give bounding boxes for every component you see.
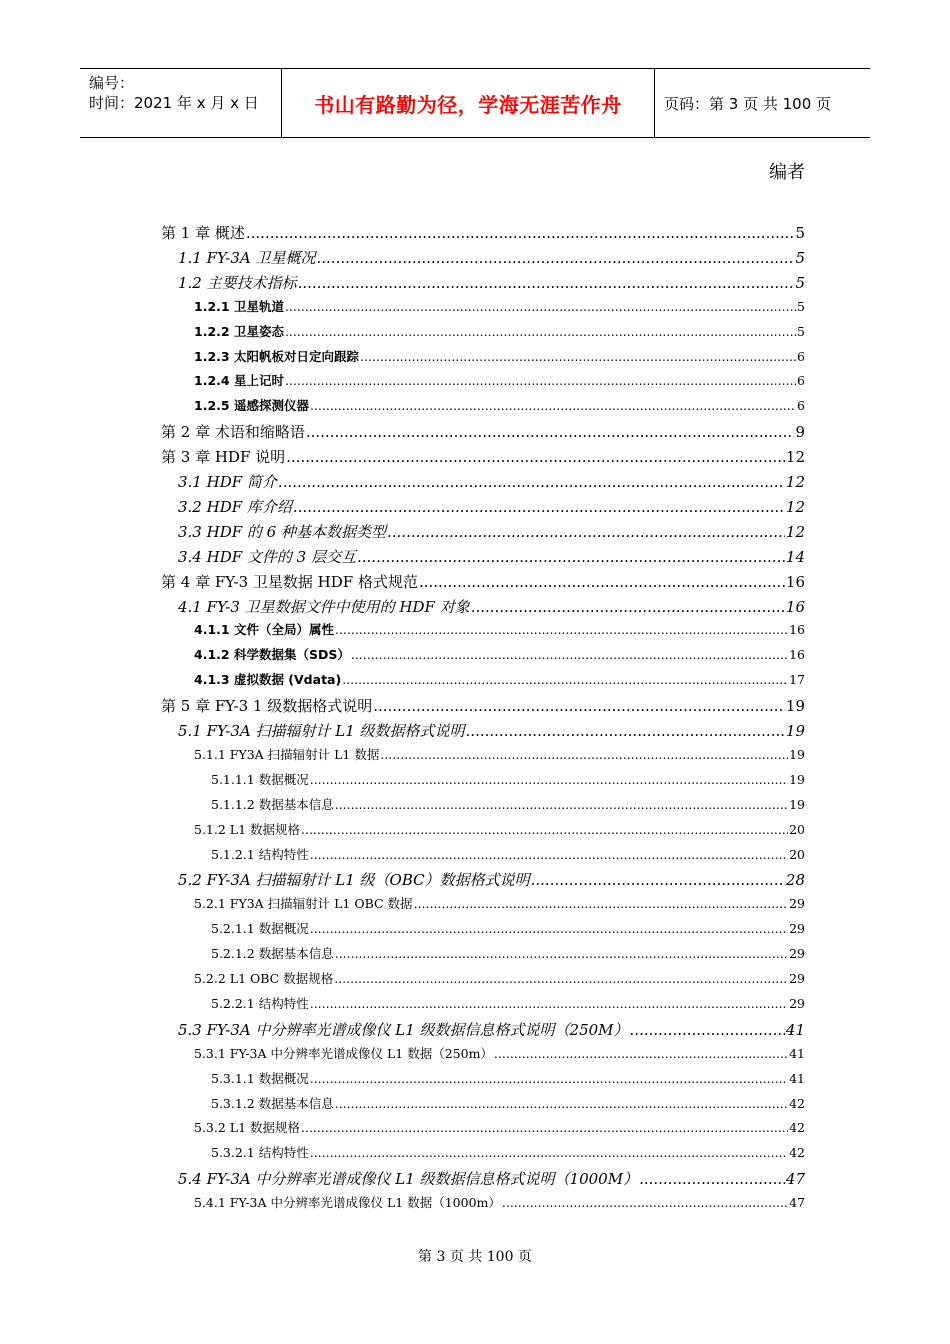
toc-dot-leader (310, 1145, 788, 1160)
toc-dot-leader (317, 249, 795, 267)
toc-entry-page: 41 (789, 1045, 805, 1061)
toc-entry-page: 9 (795, 423, 805, 442)
toc-entry-page: 16 (785, 597, 805, 616)
toc-entry[interactable] (178, 1168, 805, 1189)
toc-entry-title: 5.2 FY-3A 扫描辐射计 L1 级（OBC）数据格式说明 (178, 871, 530, 890)
document-number-label: 编号： (89, 74, 135, 92)
toc-entry[interactable] (194, 645, 805, 663)
toc-entry[interactable] (194, 396, 805, 414)
toc-entry[interactable] (194, 347, 805, 365)
toc-dot-leader (531, 871, 785, 889)
toc-entry-title: 第 5 章 FY-3 1 级数据格式说明 (161, 697, 373, 716)
toc-entry-title: 第 4 章 FY-3 卫星数据 HDF 格式规范 (161, 572, 418, 591)
toc-dot-leader (414, 896, 789, 911)
toc-entry-title: 第 3 章 HDF 说明 (161, 448, 286, 467)
toc-dot-leader (419, 573, 785, 591)
editor-label: 编者 (769, 162, 805, 183)
header-page-code: 页码：第 3 页 共 100 页 (664, 94, 832, 113)
toc-entry-page: 5 (797, 298, 805, 314)
toc-entry[interactable] (194, 969, 805, 987)
toc-entry[interactable] (178, 596, 805, 617)
toc-entry[interactable] (194, 297, 805, 315)
toc-entry-title: 5.3.1.2 数据基本信息 (211, 1095, 334, 1111)
header-motto-cell (281, 69, 655, 137)
toc-entry-title: 1.2.1 卫星轨道 (194, 298, 284, 314)
toc-dot-leader (293, 498, 785, 516)
toc-dot-leader (466, 722, 785, 740)
toc-entry[interactable] (194, 1193, 805, 1211)
toc-entry-page: 29 (789, 896, 805, 912)
toc-entry-page: 19 (789, 796, 805, 812)
toc-entry-page: 12 (785, 497, 805, 516)
toc-entry-page: 14 (785, 547, 805, 566)
toc-entry-title: 5.1.1.2 数据基本信息 (211, 796, 334, 812)
toc-dot-leader (380, 747, 788, 762)
toc-entry-page: 42 (789, 1120, 805, 1136)
toc-entry-title: 4.1.3 虚拟数据 (Vdata) (194, 672, 342, 688)
toc-entry-page: 16 (785, 572, 805, 591)
toc-entry-title: 5.3.2.1 结构特性 (211, 1145, 309, 1161)
toc-entry-page: 19 (789, 771, 805, 787)
toc-entry-title: 5.2.2.1 结构特性 (211, 995, 309, 1011)
toc-entry-page: 16 (789, 647, 805, 663)
toc-dot-leader (335, 1096, 788, 1111)
toc-dot-leader (351, 647, 788, 662)
toc-entry[interactable] (161, 421, 805, 442)
toc-entry[interactable] (161, 446, 805, 467)
toc-entry-page: 20 (789, 846, 805, 862)
toc-dot-leader (334, 971, 788, 986)
toc-entry[interactable] (178, 272, 805, 293)
toc-entry[interactable] (194, 745, 805, 763)
toc-entry-title: 3.2 HDF 库介绍 (178, 497, 292, 516)
toc-entry[interactable] (194, 820, 805, 838)
toc-entry-title: 1.1 FY-3A 卫星概况 (178, 248, 316, 267)
toc-dot-leader (306, 423, 795, 441)
toc-entry[interactable] (211, 845, 805, 863)
toc-dot-leader (639, 1170, 785, 1188)
toc-dot-leader (630, 1021, 785, 1039)
toc-entry[interactable] (211, 919, 805, 937)
toc-dot-leader (246, 224, 795, 242)
toc-entry-title: 1.2 主要技术指标 (178, 273, 297, 292)
toc-entry[interactable] (178, 1019, 805, 1040)
toc-entry-title: 3.1 HDF 简介 (178, 473, 277, 491)
toc-entry-page: 29 (789, 921, 805, 937)
header-page-cell (654, 69, 870, 137)
toc-dot-leader (335, 946, 788, 961)
toc-entry-page: 41 (785, 1020, 805, 1039)
toc-entry-title: 第 2 章 术语和缩略语 (161, 423, 305, 442)
toc-entry-page: 29 (789, 946, 805, 962)
toc-dot-leader (387, 523, 785, 541)
toc-dot-leader (471, 598, 785, 616)
toc-entry-page: 12 (785, 522, 805, 541)
toc-dot-leader (298, 274, 795, 292)
toc-dot-leader (278, 473, 785, 491)
toc-entry-title: 5.1.1 FY3A 扫描辐射计 L1 数据 (194, 746, 380, 762)
toc-entry[interactable] (211, 944, 805, 962)
toc-entry-page: 6 (797, 398, 805, 414)
toc-entry-page: 29 (789, 995, 805, 1011)
toc-entry-title: 3.4 HDF 文件的 3 层交互 (178, 547, 356, 566)
toc-entry[interactable] (178, 247, 805, 268)
toc-entry-title: 1.2.5 遥感探测仪器 (194, 398, 309, 414)
toc-entry[interactable] (194, 1044, 805, 1062)
toc-entry-title: 5.1 FY-3A 扫描辐射计 L1 级数据格式说明 (178, 722, 465, 740)
toc-entry-title: 5.2.1.2 数据基本信息 (211, 946, 334, 962)
toc-dot-leader (285, 324, 796, 339)
toc-dot-leader (286, 448, 785, 466)
toc-entry-title: 4.1.2 科学数据集（SDS） (194, 647, 350, 663)
toc-entry[interactable] (178, 496, 805, 517)
toc-entry-page: 47 (789, 1195, 805, 1211)
toc-entry-page: 19 (789, 746, 805, 762)
toc-entry-title: 5.3.2 L1 数据规格 (194, 1120, 301, 1136)
toc-entry-title: 5.3.1 FY-3A 中分辨率光谱成像仪 L1 数据（250m） (194, 1045, 493, 1061)
toc-entry-page: 17 (789, 672, 805, 688)
toc-entry[interactable] (194, 620, 805, 638)
toc-entry-page: 5 (797, 323, 805, 339)
toc-entry-page: 6 (797, 373, 805, 389)
toc-entry-page: 19 (785, 697, 805, 716)
toc-entry[interactable] (178, 471, 805, 492)
toc-dot-leader (342, 672, 788, 687)
toc-dot-leader (310, 921, 788, 936)
toc-dot-leader (301, 822, 788, 837)
toc-dot-leader (360, 349, 796, 364)
toc-entry[interactable] (178, 869, 805, 890)
toc-dot-leader (310, 772, 788, 787)
toc-dot-leader (310, 996, 788, 1011)
toc-entry-title: 5.1.1.1 数据概况 (211, 771, 309, 787)
toc-entry-title: 3.3 HDF 的 6 种基本数据类型 (178, 522, 386, 541)
toc-entry-title: 1.2.4 星上记时 (194, 373, 284, 389)
toc-dot-leader (494, 1046, 788, 1061)
toc-entry[interactable] (194, 322, 805, 340)
toc-entry-page: 12 (785, 448, 805, 467)
toc-entry[interactable] (211, 1069, 805, 1087)
toc-entry[interactable] (194, 1118, 805, 1136)
toc-entry-page: 6 (797, 348, 805, 364)
toc-entry-page: 42 (789, 1095, 805, 1111)
toc-entry-title: 5.1.2.1 结构特性 (211, 846, 309, 862)
toc-entry[interactable] (194, 670, 805, 688)
toc-entry-title: 5.4 FY-3A 中分辨率光谱成像仪 L1 级数据信息格式说明（1000M） (178, 1170, 639, 1189)
toc-dot-leader (285, 299, 796, 314)
toc-entry-page: 20 (789, 821, 805, 837)
toc-entry[interactable] (211, 1094, 805, 1112)
toc-entry[interactable] (194, 894, 805, 912)
toc-entry[interactable] (161, 571, 805, 592)
toc-entry-title: 5.3.1.1 数据概况 (211, 1070, 309, 1086)
toc-dot-leader (301, 1120, 788, 1135)
toc-entry-page: 5 (795, 273, 805, 292)
toc-entry-title: 5.1.2 L1 数据规格 (194, 821, 301, 837)
toc-entry-title: 1.2.2 卫星姿态 (194, 323, 284, 339)
toc-entry-page: 47 (785, 1170, 805, 1189)
toc-entry-page: 28 (785, 871, 805, 890)
toc-dot-leader (357, 548, 785, 566)
toc-entry-title: 1.2.3 太阳帆板对日定向跟踪 (194, 348, 359, 364)
toc-entry-title: 5.2.2 L1 OBC 数据规格 (194, 971, 334, 986)
toc-entry-page: 29 (789, 971, 805, 986)
toc-entry[interactable] (178, 546, 805, 567)
toc-dot-leader (310, 1071, 788, 1086)
toc-entry[interactable] (211, 1143, 805, 1161)
toc-entry[interactable] (178, 521, 805, 542)
toc-entry-title: 5.2.1.1 数据概况 (211, 921, 309, 937)
toc-entry[interactable] (211, 795, 805, 813)
toc-dot-leader (502, 1195, 788, 1210)
toc-entry-title: 5.4.1 FY-3A 中分辨率光谱成像仪 L1 数据（1000m） (194, 1195, 501, 1211)
page-footer: 第 3 页 共 100 页 (418, 1249, 532, 1265)
toc-entry[interactable] (211, 994, 805, 1012)
header-motto: 书山有路勤为径，学海无涯苦作舟 (314, 92, 622, 117)
header-left-cell (80, 69, 280, 137)
toc-entry[interactable] (161, 222, 805, 243)
toc-entry-page: 41 (789, 1070, 805, 1086)
toc-entry[interactable] (194, 371, 805, 389)
toc-entry[interactable] (161, 695, 805, 716)
toc-dot-leader (285, 373, 796, 388)
toc-entry[interactable] (178, 720, 805, 741)
toc-entry-page: 5 (795, 248, 805, 267)
toc-entry-title: 5.2.1 FY3A 扫描辐射计 L1 OBC 数据 (194, 896, 413, 912)
toc-dot-leader (310, 398, 796, 413)
toc-entry-title: 4.1 FY-3 卫星数据文件中使用的 HDF 对象 (178, 597, 470, 616)
toc-entry-page: 42 (789, 1145, 805, 1161)
toc-entry-title: 5.3 FY-3A 中分辨率光谱成像仪 L1 级数据信息格式说明（250M） (178, 1020, 629, 1039)
toc-entry-page: 19 (785, 722, 805, 740)
toc-entry-page: 5 (795, 224, 805, 242)
toc-entry-title: 4.1.1 文件（全局）属性 (194, 622, 334, 638)
toc-entry-page: 16 (789, 622, 805, 638)
toc-dot-leader (335, 622, 788, 637)
toc-entry-title: 第 1 章 概述 (161, 224, 245, 242)
toc-dot-leader (373, 697, 785, 715)
toc-entry[interactable] (211, 770, 805, 788)
toc-entry-page: 12 (785, 473, 805, 491)
toc-dot-leader (335, 797, 788, 812)
toc-dot-leader (310, 847, 788, 862)
document-date: 时间：2021 年 x 月 x 日 (89, 94, 259, 112)
page-header (80, 68, 870, 138)
